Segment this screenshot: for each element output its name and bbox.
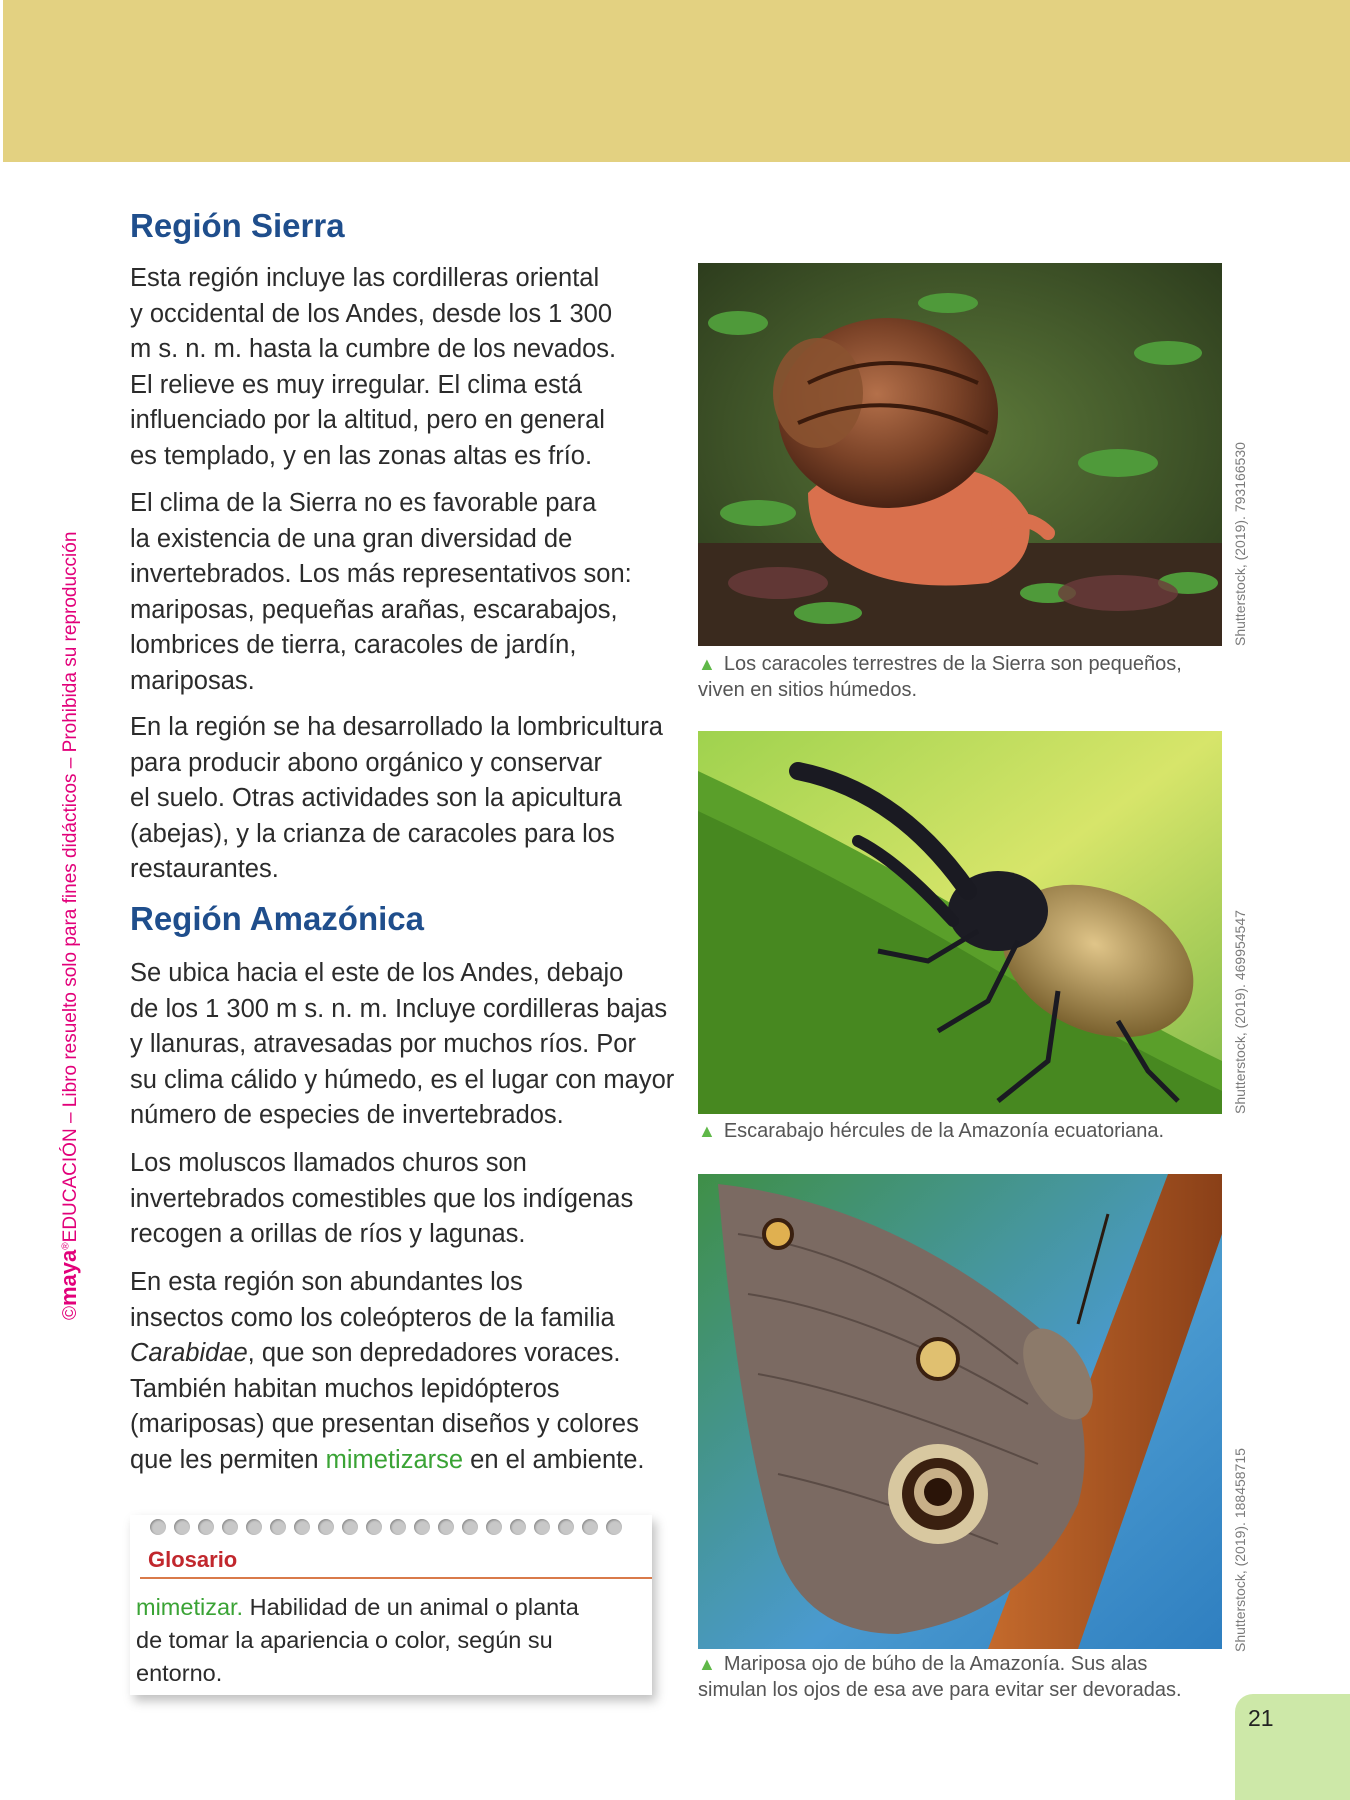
paragraph-sierra-1: Esta región incluye las cordilleras oriental y occidental de los Andes, desde los 1 300 m s. n. m. hasta la cumbre de los nevados. El relieve es muy irregular. El clima está influenciado por la altitud, pero en general es templado, y en las zonas altas es frío. [130,264,617,470]
butterfly-photo [698,1174,1222,1649]
glossary-definition: mimetizar. Habilidad de un animal o planta de tomar la apariencia o color, según su entorno. [136,1594,579,1686]
glossary-box [130,1515,652,1695]
section-heading-amazonia: Región Amazónica [130,900,424,937]
paragraph-amazonia-3: En esta región son abundantes los insectos como los coleópteros de la familia Carabidae, que son depredadores voraces. También habitan muchos lepidópteros (mariposas) que presentan diseños y colores que les permiten mimetizarse en el ambiente. [130,1268,645,1474]
section-heading-sierra: Región Sierra [130,207,345,244]
triangle-bullet-icon: ▲ [698,654,716,674]
paragraph-amazonia-2: Los moluscos llamados churos son invertebrados comestibles que los indígenas recogen a orillas de ríos y lagunas. [130,1149,634,1248]
copyright-notice: ©maya®EDUCACIÓN – Libro resuelto solo para fines didácticos – Prohibida su reproducción [56,531,81,1320]
italic-taxon: Carabidae [130,1339,248,1367]
paragraph-sierra-2: El clima de la Sierra no es favorable para la existencia de una gran diversidad de invertebrados. Los más representativos son: mariposas, pequeñas arañas, escarabajos, lombrices de tierra, caracoles de jardín, mariposas. [130,489,632,695]
page-number: 21 [1248,1705,1274,1731]
glossary-term-link[interactable]: mimetizarse [325,1445,464,1474]
paragraph-amazonia-1: Se ubica hacia el este de los Andes, debajo de los 1 300 m s. n. m. Incluye cordilleras bajas y llanuras, atravesadas por muchos ríos. Por su clima cálido y húmedo, es el lugar con mayor número de especies de invertebrados. [130,959,675,1129]
triangle-bullet-icon: ▲ [698,1654,716,1674]
snail-photo [698,263,1222,646]
glossary-term: mimetizar. [136,1594,244,1620]
triangle-bullet-icon: ▲ [698,1121,716,1141]
binder-rings [150,1519,622,1537]
photo-credit-3: Shutterstock, (2019). 188458715 [1232,1448,1248,1652]
header-band [0,0,1350,162]
photo-credit-1: Shutterstock, (2019). 793166530 [1232,442,1248,646]
photo-credit-2: Shutterstock, (2019). 469954547 [1232,910,1248,1114]
beetle-caption: ▲ Escarabajo hércules de la Amazonía ecuatoriana. [698,1120,1165,1142]
paragraph-sierra-3: En la región se ha desarrollado la lombricultura para producir abono orgánico y conservar el suelo. Otras actividades son la apicultura (abejas), y la crianza de caracoles para los restaurantes. [130,713,663,883]
beetle-photo [698,731,1222,1114]
snail-caption: ▲ Los caracoles terrestres de la Sierra son pequeños, viven en sitios húmedos. [698,653,1182,701]
butterfly-caption: ▲ Mariposa ojo de búho de la Amazonía. Sus alas simulan los ojos de esa ave para evitar ser devoradas. [698,1653,1182,1701]
glossary-title: Glosario [148,1547,238,1572]
